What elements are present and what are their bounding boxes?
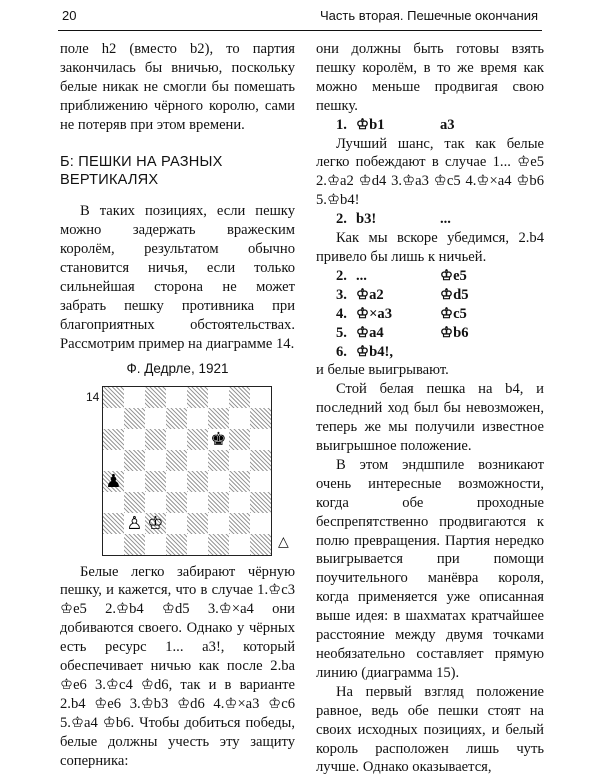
section-heading: Б: ПЕШКИ НА РАЗНЫХ ВЕРТИКАЛЯХ xyxy=(60,153,223,189)
board-square xyxy=(145,387,166,408)
board-square xyxy=(145,471,166,492)
paragraph: Белые легко забирают чёрную пешку, и кажется, что в случае 1.♔c3 ♔e5 2.♔b4 ♔d5 3.♔×a4 они добиваются своего. Однако у чёрных есть ресурс 1... a3!, который обеспечивает ничью как после 2.ba ♔e6 3.♔c4 ♔d6, так и в варианте 2.b4 ♔e6 3.♔b3 ♔d6 4.♔×a3 ♔c6 5.♔a4 ♔b6. Чтобы добиться победы, белые должны учесть эту защиту соперника: xyxy=(60,563,295,769)
board-square xyxy=(124,429,145,450)
board-square xyxy=(103,450,124,471)
board-square xyxy=(187,492,208,513)
board-square xyxy=(208,513,229,534)
board-square xyxy=(103,471,124,492)
header-rule xyxy=(58,30,542,31)
paragraph: На первый взгляд положение равное, ведь обе пешки стоят на своих исходных позициях, и белый король расположен лишь чуть лучше. Однако оказывается, xyxy=(316,683,544,776)
board-square xyxy=(208,450,229,471)
board-square xyxy=(103,513,124,534)
board-square xyxy=(208,408,229,429)
white-move: ♔a4 xyxy=(356,324,384,341)
board-square xyxy=(124,408,145,429)
diagram-caption: Ф. Дедрле, 1921 xyxy=(126,360,229,376)
paragraph: они должны быть готовы взять пешку королём, в то же время как можно меньше продвигая свою пешку. xyxy=(316,41,544,114)
board-square xyxy=(124,534,145,555)
board-square xyxy=(208,534,229,555)
diagram-number: 14 xyxy=(86,389,100,404)
page-number: 20 xyxy=(62,8,77,23)
black-move: ... xyxy=(440,211,451,228)
board-square xyxy=(250,513,271,534)
white-move: ♔b1 xyxy=(356,116,385,133)
black-move: a3 xyxy=(440,116,455,133)
move-line xyxy=(316,116,544,135)
move-number: 3. xyxy=(336,286,347,303)
black-move: ♔d5 xyxy=(440,286,469,303)
board-square xyxy=(250,408,271,429)
paragraph: В этом эндшпиле возникают очень интересные возможности, когда обе проходные беспрепятственно продвигаются к полю превращения. Партия нередко выигрывается при помощи поучительного манёвра короля, когда применяется уже описанная выше идея: в шахматах кратчайшее расстояние между двумя точками необязательно составляет прямую линию (диаграмма 15). xyxy=(316,456,544,681)
black-move: ♔b6 xyxy=(440,324,469,341)
board-square xyxy=(229,492,250,513)
right-column xyxy=(316,40,544,777)
white-pawn-icon: ♙ xyxy=(126,512,143,534)
board-square xyxy=(250,450,271,471)
board-square xyxy=(187,534,208,555)
board-square xyxy=(229,429,250,450)
board-square xyxy=(124,492,145,513)
white-move: ♔a2 xyxy=(356,286,384,303)
black-move: ♔c5 xyxy=(440,305,467,322)
move-number: 6. xyxy=(336,343,347,360)
board-square xyxy=(145,513,166,534)
move-number: 5. xyxy=(336,324,347,341)
board-square xyxy=(124,450,145,471)
paragraph: Как мы вскоре убедимся, 2.b4 привело бы лишь к ничьей. xyxy=(316,230,544,265)
board-square xyxy=(145,408,166,429)
black-move: ♔e5 xyxy=(440,267,467,284)
board-square xyxy=(166,387,187,408)
board-square xyxy=(187,429,208,450)
board-square xyxy=(103,429,124,450)
board-square xyxy=(208,492,229,513)
white-move: ... xyxy=(356,267,367,284)
board-square xyxy=(145,492,166,513)
board-square xyxy=(124,471,145,492)
board-square xyxy=(145,534,166,555)
board-square xyxy=(145,450,166,471)
paragraph: и белые выигрывают. xyxy=(316,362,449,379)
board-square xyxy=(187,408,208,429)
board-square xyxy=(187,471,208,492)
chess-board xyxy=(102,386,272,556)
black-pawn-icon: ♟ xyxy=(105,470,122,492)
board-square xyxy=(166,534,187,555)
board-square xyxy=(166,471,187,492)
paragraph: В таких позициях, если пешку можно задержать вражеским королём, результатом обычно становится ничья, если только сильнейшая сторона не может забрать пешку противника при благоприятных обстоятельствах. Рассмотрим пример на диаграмме 14. xyxy=(60,203,295,352)
move-line xyxy=(316,286,544,305)
board-square xyxy=(250,387,271,408)
board-square xyxy=(229,513,250,534)
move-number: 2. xyxy=(336,267,347,284)
move-number: 2. xyxy=(336,211,347,228)
paragraph: Стой белая пешка на b4, и последний ход был бы невозможен, теперь же мы получили известное выигрышное положение. xyxy=(316,381,544,455)
board-square xyxy=(103,408,124,429)
move-line xyxy=(316,267,544,286)
board-square xyxy=(124,387,145,408)
white-king-icon: ♔ xyxy=(147,512,164,534)
board-square xyxy=(103,387,124,408)
white-move: ♔b4!, xyxy=(356,343,394,360)
board-square xyxy=(124,513,145,534)
board-square xyxy=(229,387,250,408)
board-square xyxy=(166,408,187,429)
board-square xyxy=(229,534,250,555)
board-square xyxy=(229,408,250,429)
board-square xyxy=(103,534,124,555)
board-square xyxy=(187,450,208,471)
white-move: b3! xyxy=(356,211,377,228)
left-column xyxy=(60,40,295,770)
board-square xyxy=(187,513,208,534)
board-square xyxy=(250,429,271,450)
paragraph: Лучший шанс, так как белые легко побеждают в случае 1... ♔e5 2.♔a2 ♔d4 3.♔a3 ♔c5 4.♔×a4 ♔b6 5.♔b4! xyxy=(316,135,544,209)
board-square xyxy=(208,387,229,408)
move-line xyxy=(316,324,544,343)
board-square xyxy=(208,471,229,492)
board-square xyxy=(166,492,187,513)
board-square xyxy=(229,450,250,471)
move-line xyxy=(316,343,544,362)
board-square xyxy=(166,450,187,471)
white-move: ♔×a3 xyxy=(356,305,392,322)
board-square xyxy=(166,429,187,450)
board-square xyxy=(250,534,271,555)
move-number: 4. xyxy=(336,305,347,322)
move-number: 1. xyxy=(336,116,347,133)
paragraph: поле h2 (вместо b2), то партия закончилась бы вничью, поскольку белые никак не смогли бы помешать приближению чёрного королю, сами не потеряв при этом времени. xyxy=(60,41,295,133)
running-header: Часть вторая. Пешечные окончания xyxy=(319,8,538,23)
move-line xyxy=(316,305,544,324)
board-square xyxy=(145,429,166,450)
board-square xyxy=(187,387,208,408)
board-square xyxy=(166,513,187,534)
move-line xyxy=(316,210,544,229)
board-square xyxy=(103,492,124,513)
board-square xyxy=(208,429,229,450)
board-square xyxy=(229,471,250,492)
board-square xyxy=(250,471,271,492)
board-square xyxy=(250,492,271,513)
black-king-icon: ♚ xyxy=(210,428,227,450)
white-to-move-icon: △ xyxy=(278,533,289,550)
chess-diagram xyxy=(60,383,295,558)
